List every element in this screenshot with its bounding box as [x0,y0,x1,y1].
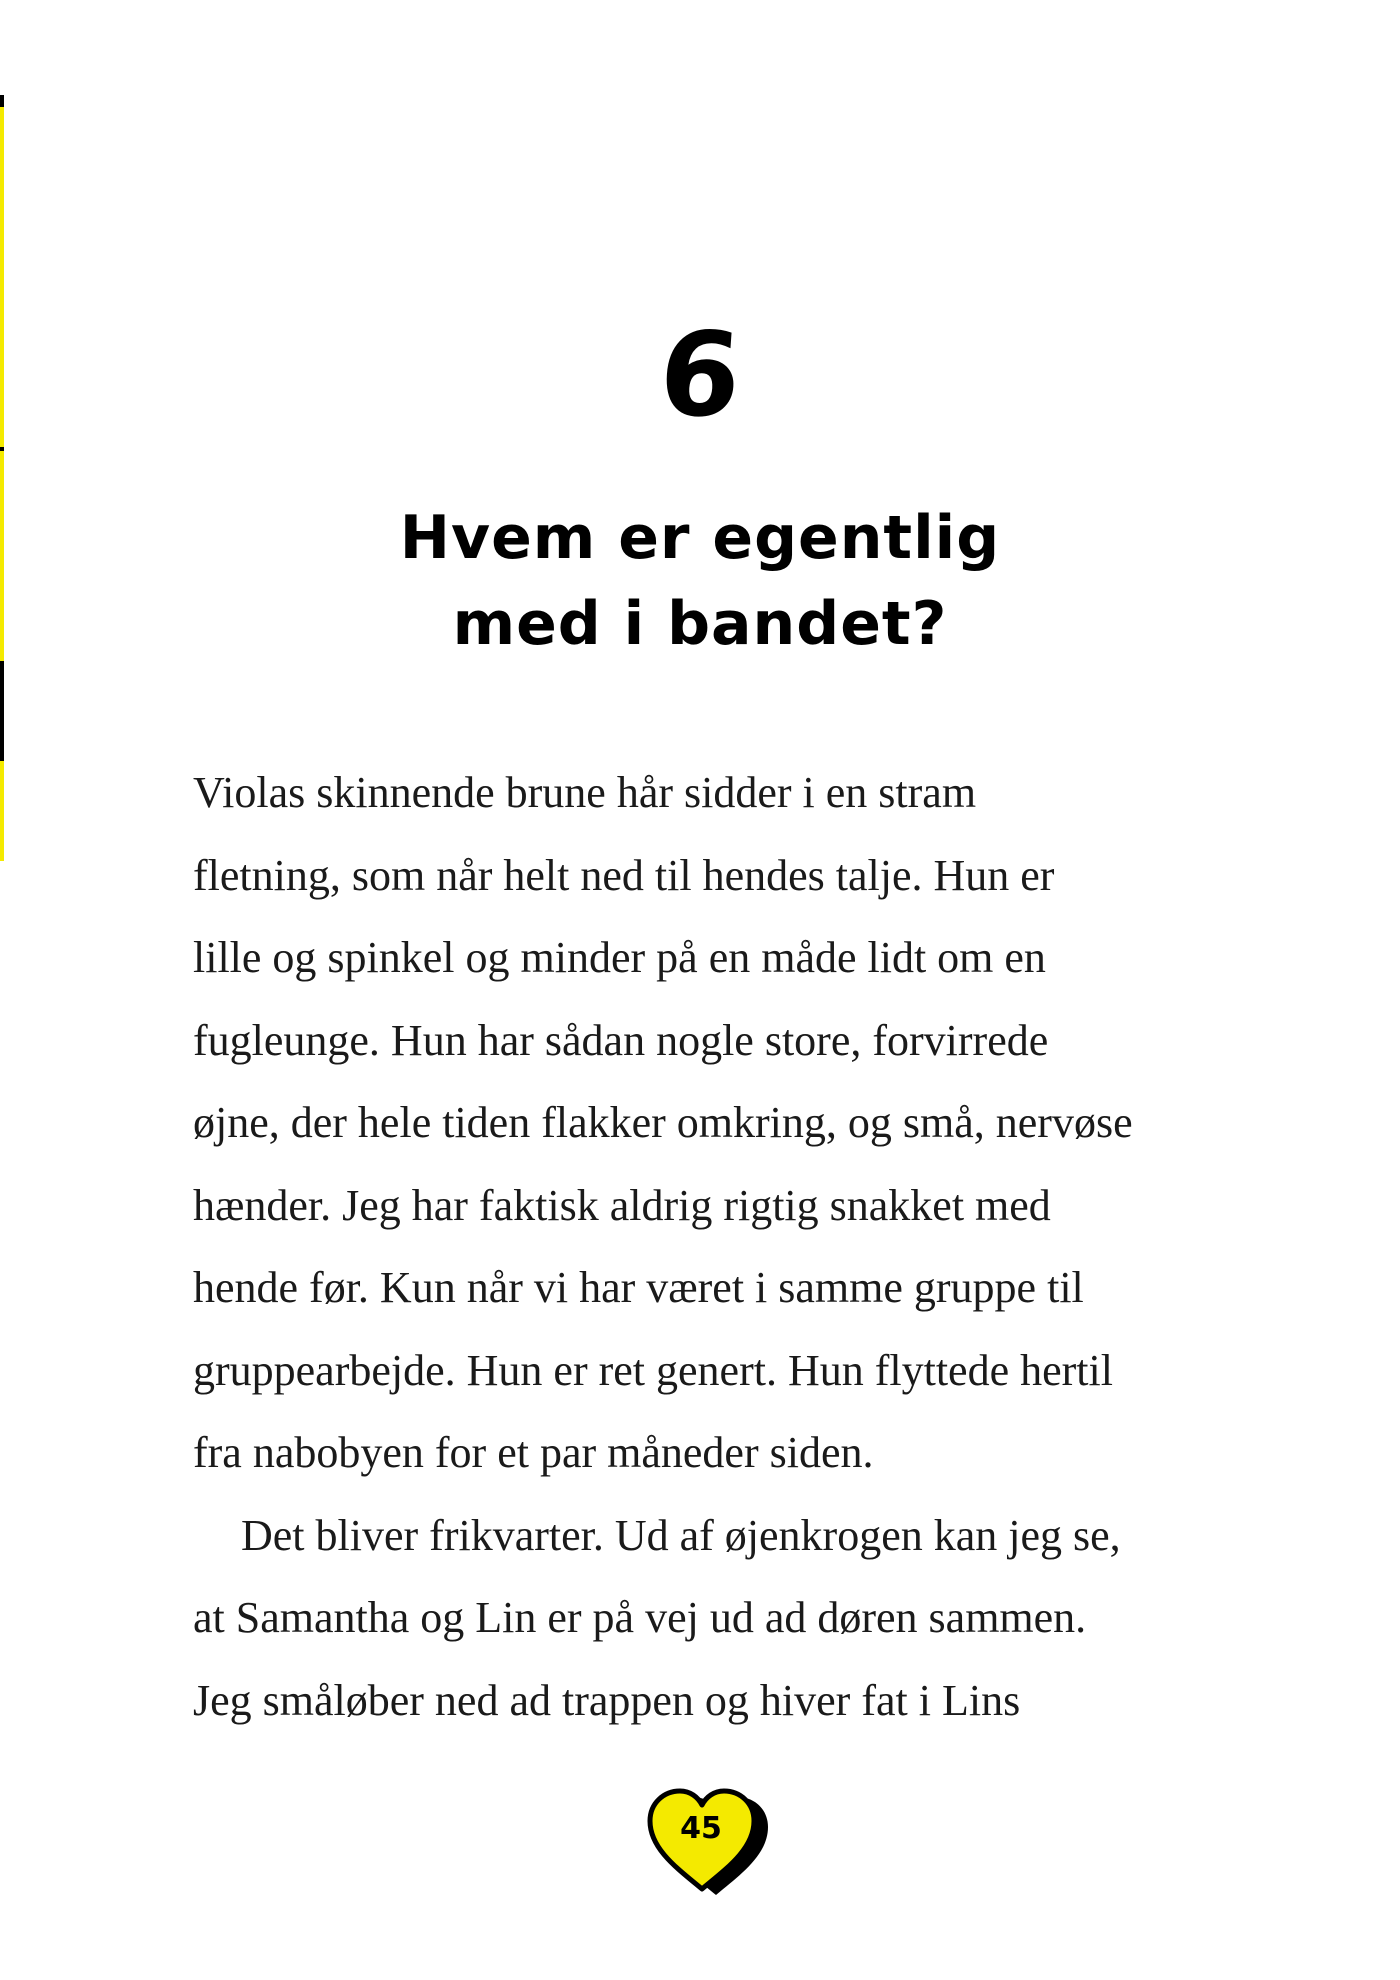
body-line: hende før. Kun når vi har været i samme gruppe til [193,1263,1084,1312]
body-line: Det bliver frikvarter. Ud af øjenkrogen kan jeg se, [241,1510,1121,1560]
body-line: Jeg småløber ned ad trappen og hiver fat i Lins [193,1675,1021,1725]
edge-strip-black [0,661,4,761]
chapter-title-line-2: med i bandet? [452,589,948,659]
edge-mark-top [0,95,4,107]
body-line: at Samantha og Lin er på vej ud ad døren sammen. [193,1593,1087,1642]
body-text [193,752,1243,1742]
body-line: fugleunge. Hun har sådan nogle store, forvirrede [193,1015,1049,1065]
edge-strip-yellow-lower [0,761,4,861]
body-line: Violas skinnende brune hår sidder i en stram [193,768,977,817]
body-line: fletning, som når helt ned til hendes talje. Hun er [193,850,1055,900]
page-number: 45 [680,1811,722,1846]
body-line: fra nabobyen for et par måneder siden. [193,1428,874,1477]
body-line: lille og spinkel og minder på en måde lidt om en [193,933,1046,982]
body-line: øjne, der hele tiden flakker omkring, og små, nervøse [193,1098,1133,1147]
chapter-title [0,495,1400,667]
body-line: gruppearbejde. Hun er ret genert. Hun flyttede hertil [193,1345,1113,1395]
chapter-number: 6 [654,308,746,443]
body-line: hænder. Jeg har faktisk aldrig rigtig snakket med [193,1180,1051,1230]
chapter-title-line-1: Hvem er egentlig [399,503,1001,573]
